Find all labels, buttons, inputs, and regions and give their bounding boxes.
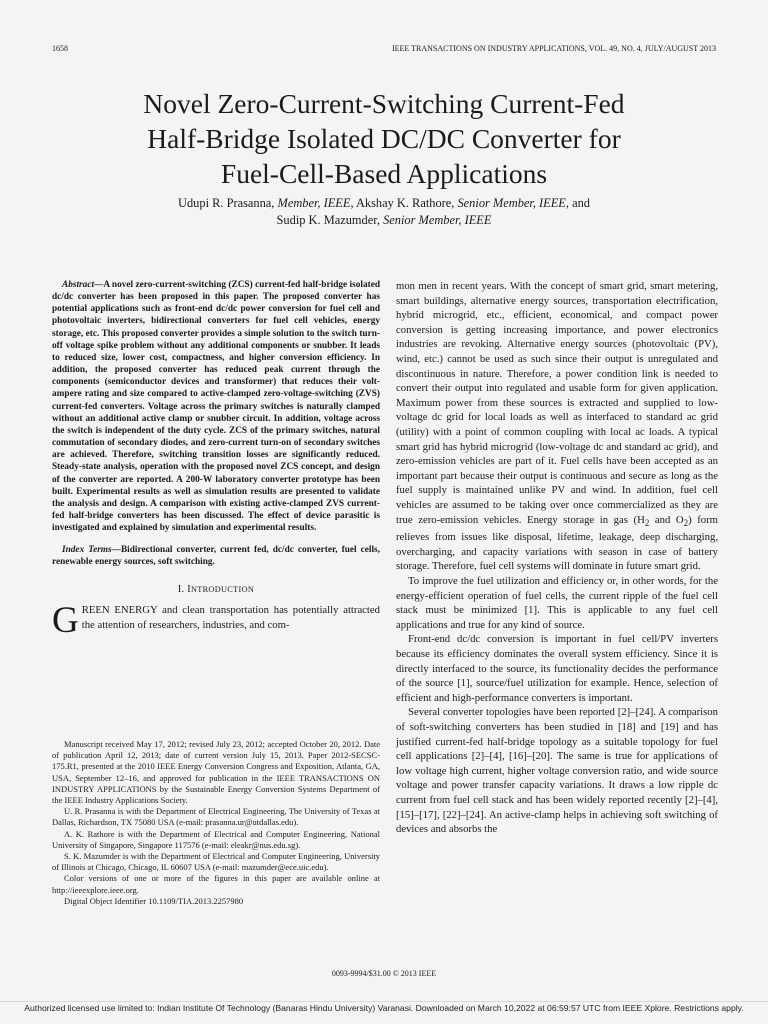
body-paragraph: To improve the fuel utilization and efficiency or, in other words, for the energy-efficient operation of fuel cells, the current ripple of the fuel cell stack must be minimized [1]. This is applicable to any fuel cell applications and true for any kind of source. (396, 575, 718, 631)
footnote: A. K. Rathore is with the Department of Electrical and Computer Engineering, National University of Singapore, Singapore 117576 (e-mail: eleakr@nus.edu.sg). (52, 828, 380, 850)
copyright-line: 0093-9994/$31.00 © 2013 IEEE (331, 969, 437, 978)
footnote: Digital Object Identifier 10.1109/TIA.2013.2257980 (64, 895, 244, 906)
author-name: Sudip K. Mazumder, (276, 213, 384, 227)
drop-cap: G (52, 600, 79, 642)
abstract-label: Abstract (62, 280, 95, 290)
body-paragraph: Front-end dc/dc conversion is important in fuel cell/PV inverters because its efficiency dominates the overall system efficiency. Since it is directly interfaced to the source, its functionality decides the performance of the source [1], source/fuel utilization for example. Hence, selection of efficient and high-performance converters is important. (396, 633, 718, 704)
page-number: 1658 (52, 44, 68, 53)
title-line: Half-Bridge Isolated DC/DC Converter for (147, 123, 621, 154)
body-paragraph: mon men in recent years. With the concept of smart grid, smart metering, smart buildings, alternative energy sources, transportation electrification, hybrid microgrid, etc., efficient, economical, and compact power conversion is getting increasing importance, and power electronics industries are revoking. Alternative energy sources (photovoltaic (PV), wind, etc.) cannot be used as such since their output is unregulated and discontinuous in nature. Therefore, a power condition link is needed to convert their output into regulated and usable form for given application. Maximum power from these sources is extracted and supplied to low-voltage dc grid for local loads as well as interfaced to standard ac grid (utility) with a point of common coupling with local ac loads. A typical smart grid has hybrid microgrid (low-voltage dc and standard ac grid), and zero-emission vehicles are part of it. Fuel cells have been accepted as an important part because their output is continuous and secure as long as the fuel supply is maintained unlike PV and wind. In addition, fuel cell vehicles are assumed to be taking over once commercialized as they are true zero-emission vehicles. Energy storage in gas ($H_2$ and $O_2$) form relieves from issues like disposal, lifetime, leakage, deep discharging, overcharging, and capacity variations with season in case of battery storage. Therefore, fuel cell systems will dominate in future smart grid. (396, 280, 718, 573)
title-line: Novel Zero-Current-Switching Current-Fed (143, 88, 625, 119)
intro-text: REEN ENERGY and clean transportation has potentially attracted the attention of researchers, industries, and com- (81, 604, 380, 631)
footnote: Manuscript received May 17, 2012; revised July 23, 2012; accepted October 20, 2012. Date of publication April 12, 2013; date of current version July 15, 2013. Paper 2012-SECSC-175.R1, presented at the 2010 IEEE Energy Conversion Congress and Exposition, Atlanta, GA, USA, September 12–16, and approved for publication in the IEEE TRANSACTIONS ON INDUSTRY APPLICATIONS by the Sustainable Energy Conversion Systems Department of the IEEE Industry Applications Society. (52, 739, 380, 806)
index-terms-text: —Bidirectional converter, current fed, dc/dc converter, fuel cells, renewable energy sources, soft switching. (52, 545, 380, 568)
footnote: S. K. Mazumder is with the Department of Electrical and Computer Engineering, University of Illinois at Chicago, Chicago, IL 60607 USA (e-mail: mazumder@ece.uic.edu). (52, 851, 380, 873)
author-role: Senior Member, IEEE (383, 213, 492, 227)
paper-title (52, 86, 716, 191)
author-sep: , and (565, 196, 590, 210)
body-paragraph: Several converter topologies have been reported [2]–[24]. A comparison of soft-switching converters has been studied in [18] and [19] and has justified current-fed half-bridge topology as a suitable topology for fuel cell applications [2]–[4], [16]–[20]. The same is true for applications of low voltage high current, higher voltage conversion ratio, and wide source voltage and power transfer capacity variations. It draws a low ripple dc current from fuel cell stack and has been widely reported recently [2]–[4], [15]–[17], [22]–[24]. An active-clamp helps in achieving soft switching of devices and absorbs the (396, 706, 718, 836)
title-line: Fuel-Cell-Based Applications (220, 158, 548, 189)
author-list (52, 195, 716, 229)
author-name: Udupi R. Prasanna, (178, 196, 278, 210)
abstract (52, 279, 380, 534)
index-terms (52, 544, 380, 568)
author-role: Member, IEEE (277, 196, 351, 210)
author-role: Senior Member, IEEE (457, 196, 566, 210)
section-heading: I. INTRODUCTION (177, 583, 255, 595)
footnote: Color versions of one or more of the figures in this paper are available online at http://ieeexplore.ieee.org. (52, 873, 380, 895)
abstract-text: —A novel zero-current-switching (ZCS) current-fed half-bridge isolated dc/dc converter has been proposed in this paper. The proposed converter has potential applications such as front-end dc/dc power conversion for fuel cell and photovoltaic inverters, bidirectional converters for fuel cell vehicles, energy storage, etc. This proposed converter provides a simple solution to the switch turn-off voltage spike problem without any additional components or snubber. It leads to reduced size, lower cost, compactness, and higher conversion efficiency. In addition, the proposed converter has reduced peak current through the components (semiconductor devices and transformer) that reduces their volt-ampere rating and size compared to active-clamped zero-voltage-switching (ZVS) current-fed converters. Voltage across the primary switches is naturally clamped without an additional active clamp or snubber circuit. In addition, voltage across the switch is independent of the duty cycle. ZCS of the primary switches, natural commutation of secondary diodes, and zero-current turn-on of secondary switches are achieved. Therefore, switching transition losses are significantly reduced. Steady-state analysis, operation with the proposed novel ZCS concept, and design of the converter are reported. A 200-W laboratory converter prototype has been built. Experimental results as well as simulation results are presented to validate the analysis and design. A comparison with existing active-clamped ZVS current-fed half-bridge converters has been discussed. The effect of device parasitic is investigated and explained by simulation and experimental results. (52, 280, 380, 534)
index-terms-label: Index Terms (62, 545, 112, 556)
journal-name: IEEE TRANSACTIONS ON INDUSTRY APPLICATIONS, VOL. 49, NO. 4, JULY/AUGUST 2013 (391, 44, 716, 53)
license-notice: Authorized licensed use limited to: Indian Institute Of Technology (Banaras Hindu University) Varanasi. Downloaded on March 10,2022 at 06:59:57 UTC from IEEE Xplore. Restrictions apply. (24, 1003, 744, 1013)
running-header (52, 44, 716, 53)
intro-paragraph (52, 600, 380, 642)
footnote: U. R. Prasanna is with the Department of Electrical Engineering, The University of Texas at Dallas, Richardson, TX 75080 USA (e-mail: prasanna.ur@utdallas.edu). (52, 806, 380, 828)
footnotes (52, 739, 380, 907)
author-name: , Akshay K. Rathore, (350, 196, 458, 210)
left-column (52, 279, 380, 642)
right-column (396, 279, 718, 837)
divider (0, 1001, 768, 1002)
